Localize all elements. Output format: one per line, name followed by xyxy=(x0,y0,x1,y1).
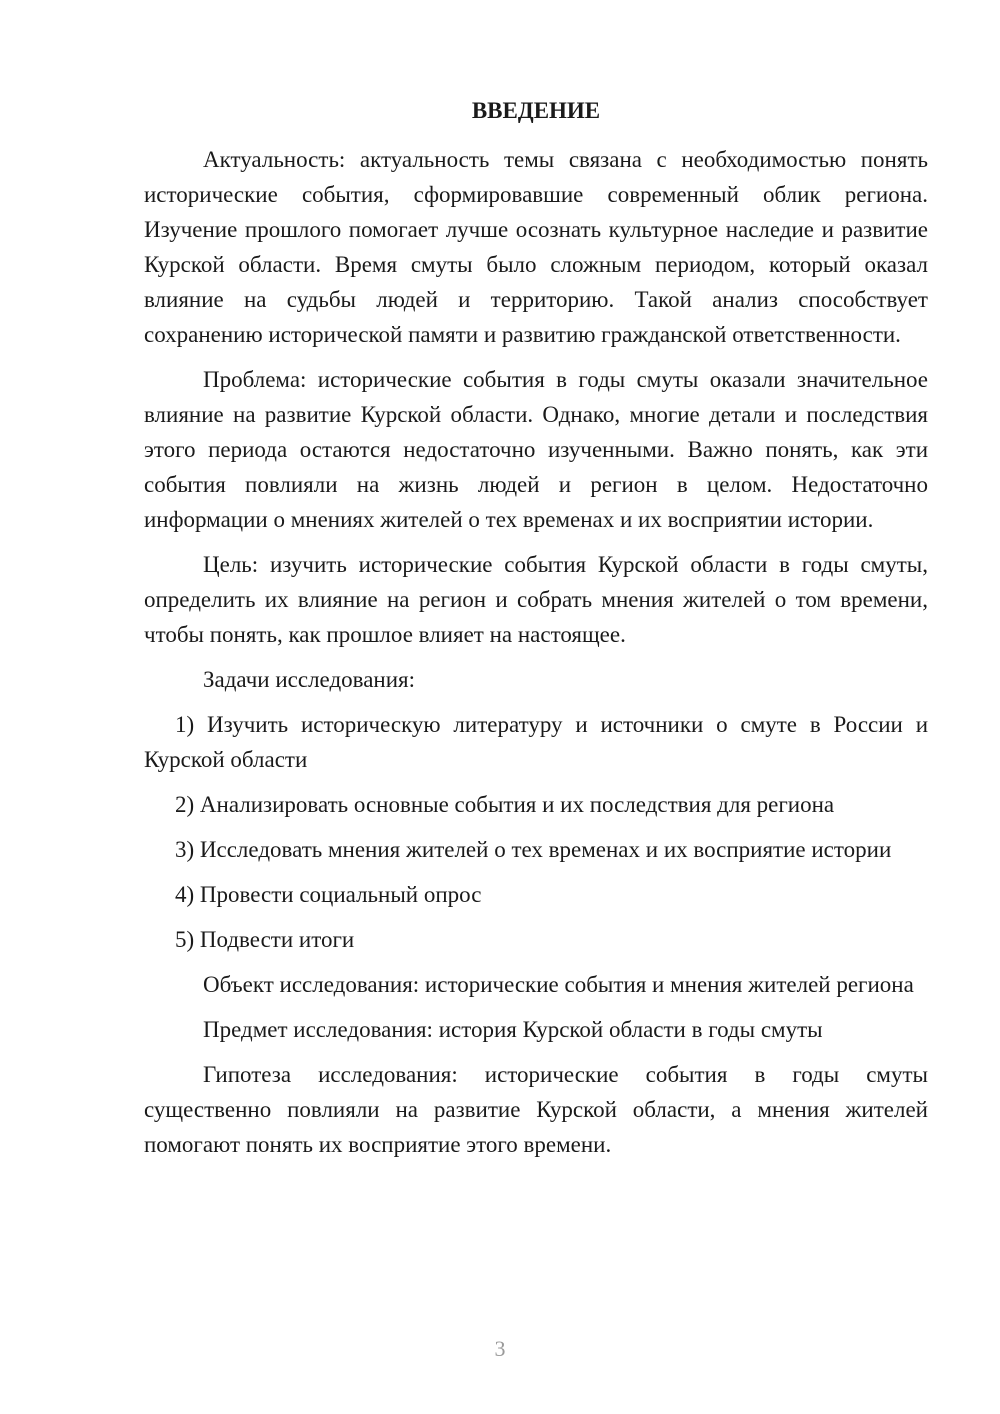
tasks-heading: Задачи исследования: xyxy=(203,667,416,692)
task-item-3: 3) Исследовать мнения жителей о тех временах и их восприятие истории xyxy=(175,837,892,862)
subject-paragraph: Предмет исследования: история Курской области в годы смуты xyxy=(203,1017,823,1042)
relevance-paragraph: Актуальность: актуальность темы связана с необходимостью понять исторические события, сформировавшие современный облик региона. Изучение прошлого помогает лучше осознать культурное наследие и развитие Курской области. Время смуты было сложным периодом, который оказал влияние на судьбы людей и территорию. Такой анализ способствует сохранению исторической памяти и развитию гражданской ответственности. xyxy=(144,147,928,347)
task-item-4: 4) Провести социальный опрос xyxy=(175,882,482,907)
task-item-1: 1) Изучить историческую литературу и источники о смуте в России и Курской области xyxy=(144,712,928,772)
document-body xyxy=(144,142,928,1172)
goal-paragraph: Цель: изучить исторические события Курской области в годы смуты, определить их влияние на регион и собрать мнения жителей о том времени, чтобы понять, как прошлое влияет на настоящее. xyxy=(144,552,928,647)
page-title: ВВЕДЕНИЕ xyxy=(471,98,601,123)
page-number: 3 xyxy=(494,1336,506,1361)
hypothesis-paragraph: Гипотеза исследования: исторические события в годы смуты существенно повлияли на развитие Курской области, а мнения жителей помогают понять их восприятие этого времени. xyxy=(144,1062,928,1157)
task-item-2: 2) Анализировать основные события и их последствия для региона xyxy=(175,792,835,817)
task-item-5: 5) Подвести итоги xyxy=(175,927,355,952)
object-paragraph: Объект исследования: исторические события и мнения жителей региона xyxy=(203,972,914,997)
problem-paragraph: Проблема: исторические события в годы смуты оказали значительное влияние на развитие Курской области. Однако, многие детали и последствия этого периода остаются недостаточно изученными. Важно понять, как эти события повлияли на жизнь людей и регион в целом. Недостаточно информации о мнениях жителей о тех временах и их восприятии истории. xyxy=(144,367,928,532)
